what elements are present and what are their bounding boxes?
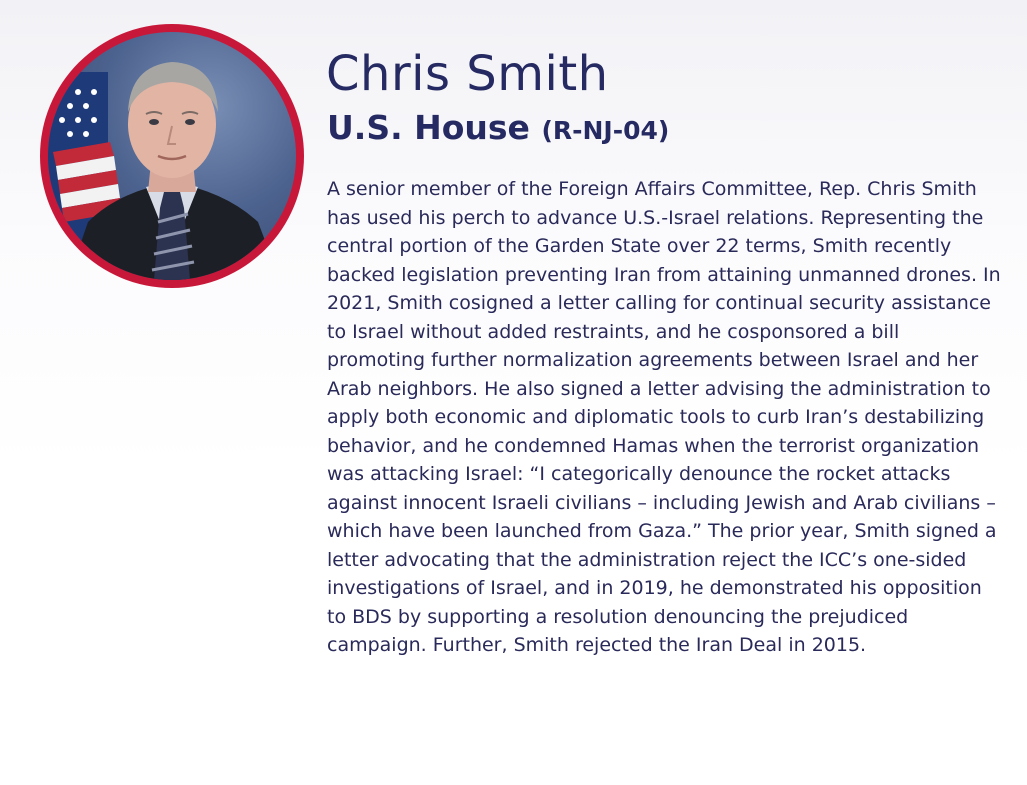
portrait-illustration <box>48 32 296 280</box>
party-district: (R-NJ-04) <box>541 116 670 145</box>
office-title: U.S. House <box>327 108 530 147</box>
portrait-frame <box>40 24 304 288</box>
portrait-photo <box>48 32 296 280</box>
member-name: Chris Smith <box>326 46 609 102</box>
member-office <box>327 106 669 153</box>
member-bio: A senior member of the Foreign Affairs Committee, Rep. Chris Smith has used his perch to advance U.S.-Israel relations. Representing the central portion of the Garden State over 22 terms, Smith recently backed legislation preventing Iran from attaining unmanned drones. In 2021, Smith cosigned a letter calling for continual security assistance to Israel without added restraints, and he cosponsored a bill promoting further normalization agreements between Israel and her Arab neighbors. He also signed a letter advising the administration to apply both economic and diplomatic tools to curb Iran’s destabilizing behavior, and he condemned Hamas when the terrorist organization was attacking Israel: “I categorically denounce the rocket attacks against innocent Israeli civilians – including Jewish and Arab civilians –which have been launched from Gaza.” The prior year, Smith signed a letter advocating that the administration reject the ICC’s one-sided investigations of Israel, and in 2019, he demonstrated his opposition to BDS by supporting a resolution denouncing the prejudiced campaign. Further, Smith rejected the Iran Deal in 2015. <box>327 178 1001 656</box>
